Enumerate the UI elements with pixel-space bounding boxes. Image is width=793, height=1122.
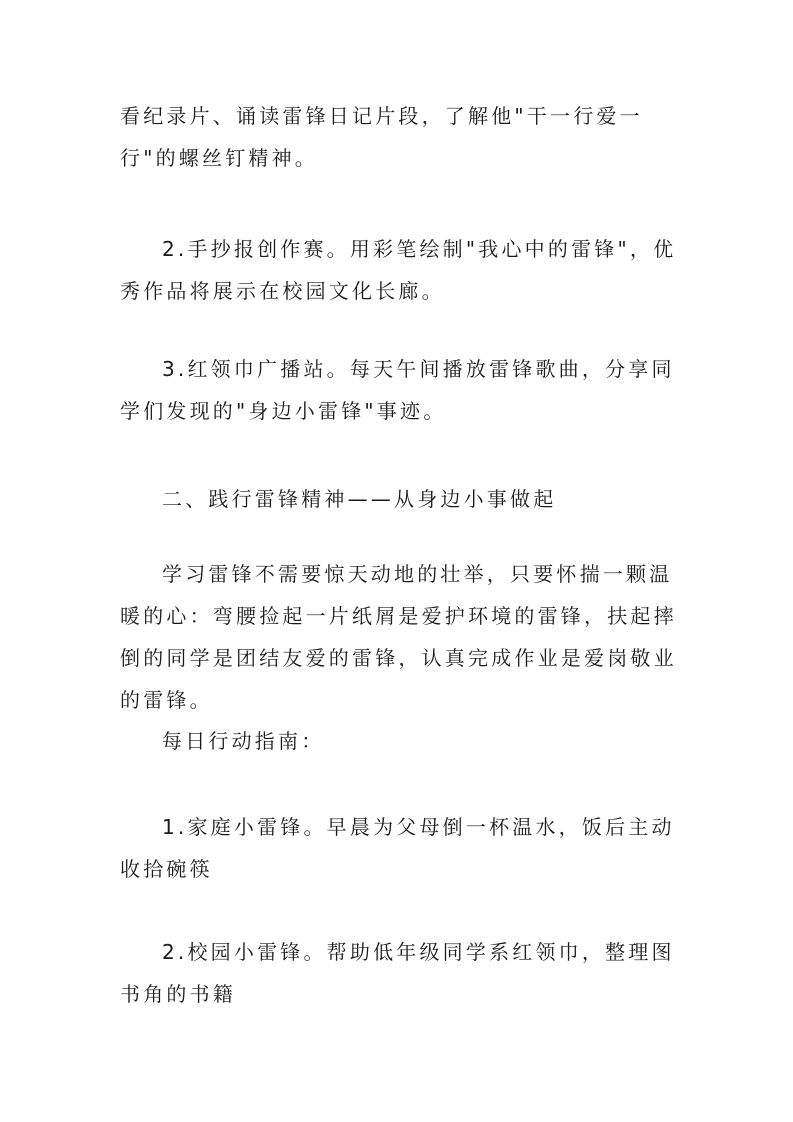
paragraph-activity-2: 2.手抄报创作赛。用彩笔绘制"我心中的雷锋"，优秀作品将展示在校园文化长廊。 xyxy=(120,237,677,303)
paragraph-guide-1: 1.家庭小雷锋。早晨为父母倒一杯温水，饭后主动收拾碗筷 xyxy=(120,815,675,881)
paragraph-activity-3: 3.红领巾广播站。每天午间播放雷锋歌曲，分享同学们发现的"身边小雷锋"事迹。 xyxy=(120,357,675,423)
paragraph-guide-title: 每日行动指南： xyxy=(162,729,325,753)
paragraph-body: 学习雷锋不需要惊天动地的壮举，只要怀揣一颗温暖的心：弯腰捡起一片纸屑是爱护环境的雷锋，扶起摔倒的同学是团结友爱的雷锋，认真完成作业是爱岗敬业的雷锋。 xyxy=(120,562,677,712)
paragraph-guide-2: 2.校园小雷锋。帮助低年级同学系红领巾，整理图书角的书籍 xyxy=(120,940,675,1006)
paragraph-continuation: 看纪录片、诵读雷锋日记片段，了解他"干一行爱一行"的螺丝钉精神。 xyxy=(120,104,643,170)
section-heading: 二、践行雷锋精神——从身边小事做起 xyxy=(162,487,557,511)
